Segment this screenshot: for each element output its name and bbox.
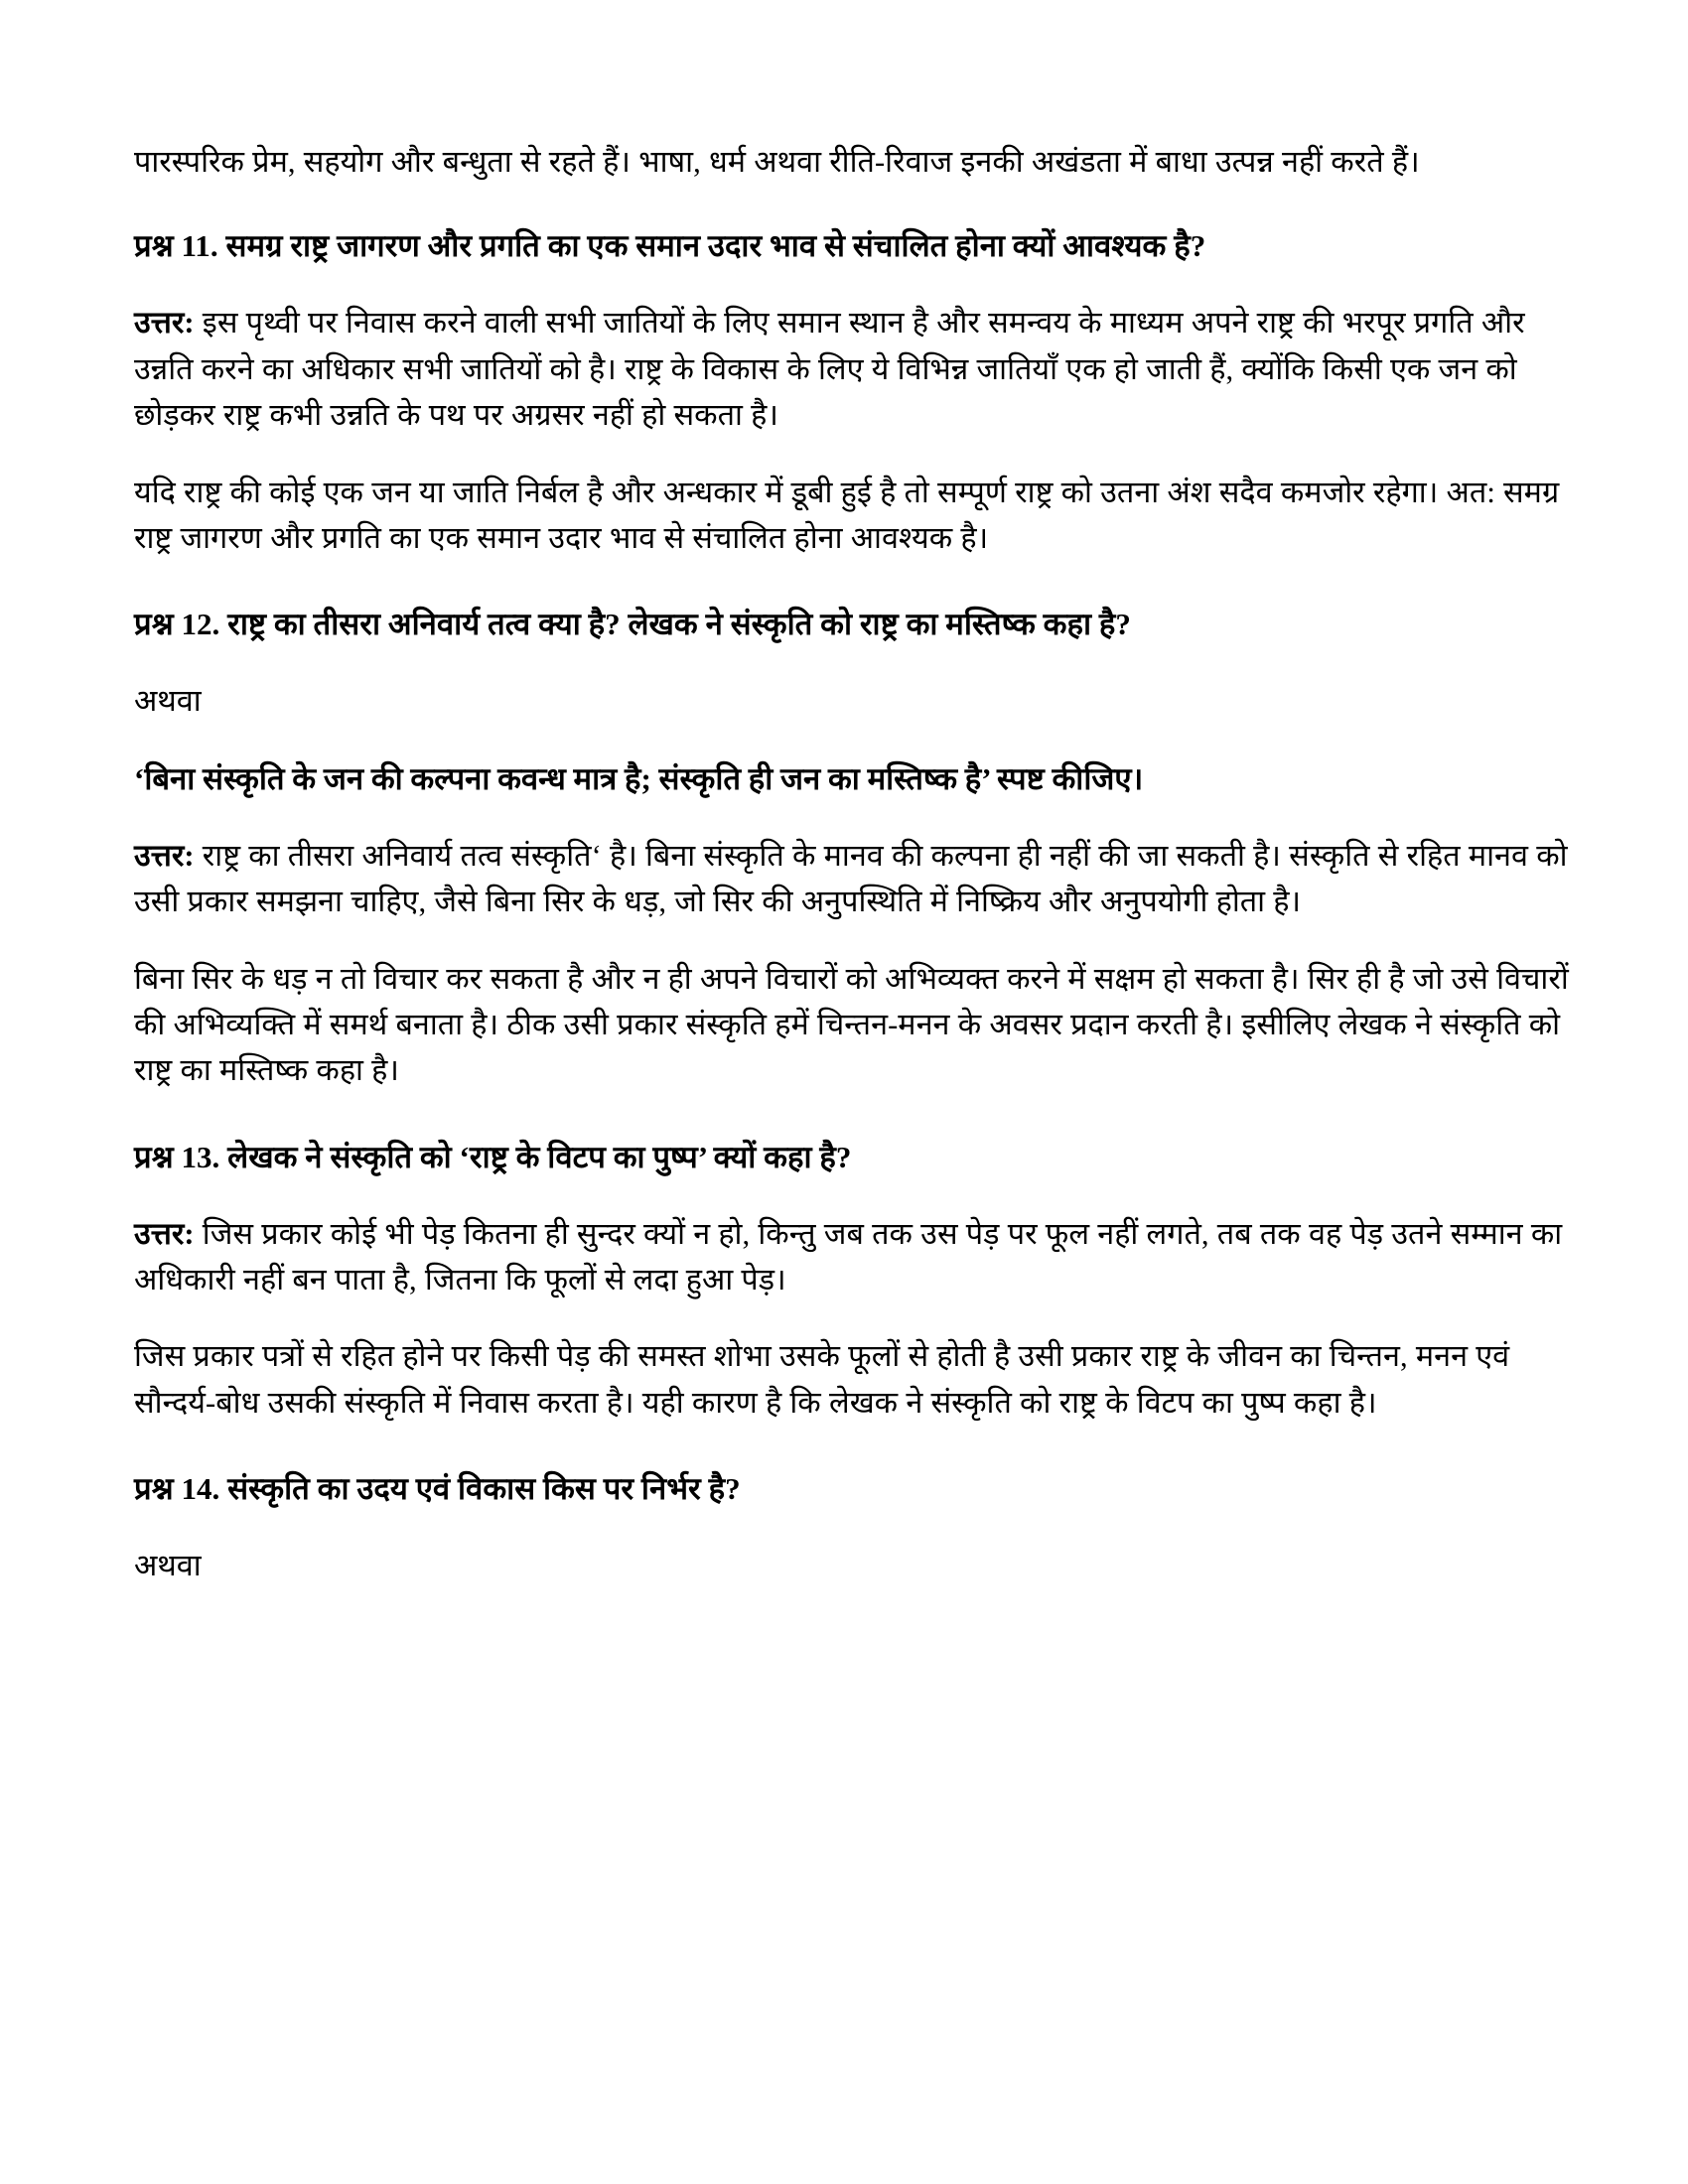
answer-label-q12: उत्तर: xyxy=(134,838,195,873)
intro-paragraph: पारस्परिक प्रेम, सहयोग और बन्धुता से रहते हैं। भाषा, धर्म अथवा रीति-रिवाज इनकी अखंडता में बाधा उत्पन्न नहीं करते हैं। xyxy=(134,145,1420,179)
question-12-answer-paragraph-1 xyxy=(134,833,1577,925)
answer-text-q13-p1: जिस प्रकार कोई भी पेड़ कितना ही सुन्दर क्यों न हो, किन्तु जब तक उस पेड़ पर फूल नहीं लगते, तब तक वह पेड़ उतने सम्मान का अधिकारी नहीं बन पाता है, जितना कि फूलों से लदा हुआ पेड़। xyxy=(134,1216,1563,1297)
question-11-answer-paragraph-1 xyxy=(134,300,1577,438)
question-11-heading: प्रश्न 11. समग्र राष्ट्र जागरण और प्रगति का एक समान उदार भाव से संचालित होना क्यों आवश्यक है? xyxy=(134,228,1206,264)
question-14-heading: प्रश्न 14. संस्कृति का उदय एवं विकास किस पर निर्भर है? xyxy=(134,1471,741,1507)
answer-text-q12-p1: राष्ट्र का तीसरा अनिवार्य तत्व संस्कृति‘ है। बिना संस्कृति के मानव की कल्पना ही नहीं की जा सकती है। संस्कृति से रहित मानव को उसी प्रकार समझना चाहिए, जैसे बिना सिर के धड़, जो सिर की अनुपस्थिति में निष्क्रिय और अनुपयोगी होता है। xyxy=(134,838,1568,919)
question-12-heading: प्रश्न 12. राष्ट्र का तीसरा अनिवार्य तत्व क्या है? लेखक ने संस्कृति को राष्ट्र का मस्तिष्क कहा है? xyxy=(134,607,1131,642)
question-11-answer-paragraph-2: यदि राष्ट्र की कोई एक जन या जाति निर्बल है और अन्धकार में डूबी हुई है तो सम्पूर्ण राष्ट्र को उतना अंश सदैव कमजोर रहेगा। अत: समग्र राष्ट्र जागरण और प्रगति का एक समान उदार भाव से संचालित होना आवश्यक है। xyxy=(134,475,1560,555)
question-13-heading: प्रश्न 13. लेखक ने संस्कृति को ‘राष्ट्र के विटप का पुष्प’ क्यों कहा है? xyxy=(134,1139,852,1174)
answer-label-q11: उत्तर: xyxy=(134,306,195,341)
page-content-column xyxy=(134,139,1577,1589)
question-12-answer-paragraph-2: बिना सिर के धड़ न तो विचार कर सकता है और न ही अपने विचारों को अभिव्यक्त करने में सक्षम हो सकता है। सिर ही है जो उसे विचारों की अभिव्यक्ति में समर्थ बनाता है। ठीक उसी प्रकार संस्कृति हमें चिन्तन-मनन के अवसर प्रदान करती है। इसीलिए लेखक ने संस्कृति को राष्ट्र का मस्तिष्क कहा है। xyxy=(134,961,1569,1088)
question-13-answer-paragraph-1 xyxy=(134,1211,1577,1303)
question-14-alternative-label: अथवा xyxy=(134,1549,202,1583)
question-12-alternative-question: ‘बिना संस्कृति के जन की कल्पना कवन्ध मात्र है; संस्कृति ही जन का मस्तिष्क है’ स्पष्ट कीजिए। xyxy=(134,760,1144,796)
answer-text-q11-p1: इस पृथ्वी पर निवास करने वाली सभी जातियों के लिए समान स्थान है और समन्वय के माध्यम अपने राष्ट्र की भरपूर प्रगति और उन्नति करने का अधिकार सभी जातियों को है। राष्ट्र के विकास के लिए ये विभिन्न जातियाँ एक हो जाती हैं, क्योंकि किसी एक जन को छोड़कर राष्ट्र कभी उन्नति के पथ पर अग्रसर नहीं हो सकता है। xyxy=(134,306,1525,433)
answer-label-q13: उत्तर: xyxy=(134,1216,195,1251)
question-13-answer-paragraph-2: जिस प्रकार पत्रों से रहित होने पर किसी पेड़ की समस्त शोभा उसके फूलों से होती है उसी प्रकार राष्ट्र के जीवन का चिन्तन, मनन एवं सौन्दर्य-बोध उसकी संस्कृति में निवास करता है। यही कारण है कि लेखक ने संस्कृति को राष्ट्र के विटप का पुष्प कहा है। xyxy=(134,1339,1510,1420)
question-12-alternative-label: अथवा xyxy=(134,684,202,719)
